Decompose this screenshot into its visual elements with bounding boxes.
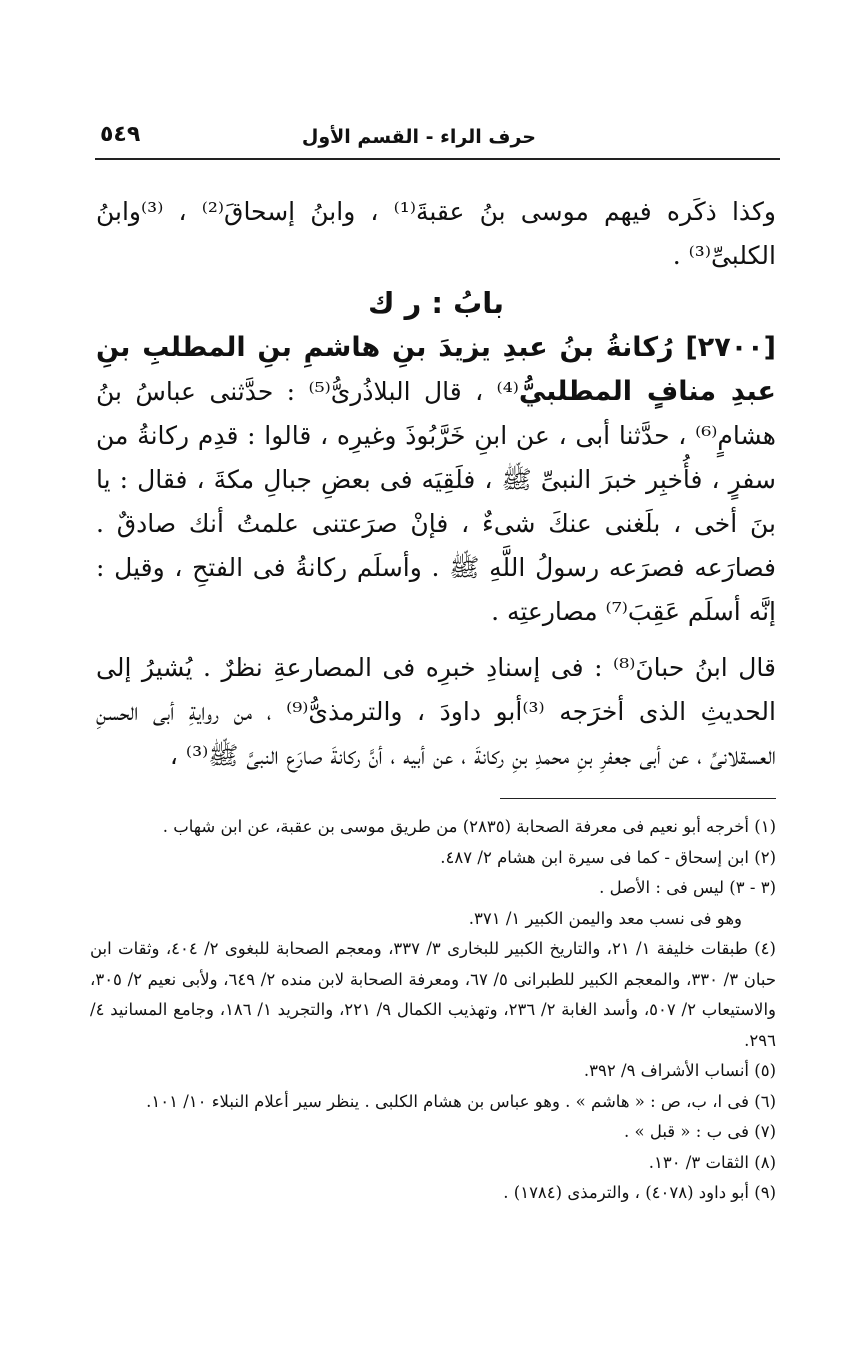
footnote-6: (٦) فى ا، ب، ص : « هاشم » . وهو عباس بن هشام الكلبى . ينظر سير أعلام النبلاء ١٠/ ١٠١. xyxy=(146,1091,776,1111)
running-header xyxy=(92,118,776,160)
footnote-1: (١) أخرجه أبو نعيم فى معرفة الصحابة (٢٨٣٥) من طريق موسى بن عقبة، عن ابن شهاب . xyxy=(162,817,776,836)
footnote-7: (٧) فى ب : « قبل » . xyxy=(624,1122,776,1141)
footnote-rule xyxy=(500,798,776,799)
footnotes xyxy=(90,812,776,1209)
intro-paragraph: وكذا ذكَره فيهم موسى بنُ عقبةَ⁽¹⁾ ، وابنُ إسحاقَ⁽²⁾ ، ⁽³⁾وابنُ الكلبىِّ⁽³⁾ . xyxy=(96,197,776,270)
page-number: ٥٤٩ xyxy=(100,122,141,147)
chapter-heading: بابُ : ر ك xyxy=(367,286,505,320)
footnote-5: (٥) أنساب الأشراف ٩/ ٣٩٢. xyxy=(583,1061,776,1080)
footnote-3: (٣ - ٣) ليس فى : الأصل . xyxy=(599,878,776,897)
footnote-4: (٤) طبقات خليفة ١/ ٢١، والتاريخ الكبير للبخارى ٣/ ٣٣٧، ومعجم الصحابة للبغوى ٢/ ٤٠٤، وثقات ابن حبان ٣/ ٣٣٠، والمعجم الكبير للطبرانى ٥/ ٦٧، ومعرفة الصحابة لابن منده ٢/ ٦٤٩، ولأبى نعيم ٢/ ٣٠٥، والاستيعاب ٢/ ٥٠٧، وأسد الغابة ٢/ ٢٣٦، وتهذيب الكمال ٩/ ٢٢١، والتجريد ١/ ١٨٦، وجامع المسانيد ٤/ ٢٩٦. xyxy=(90,939,777,1050)
entry-paragraph xyxy=(96,326,776,634)
entry-text: ⁽⁴⁾ ، قال البلاذُرىُّ⁽⁵⁾ : حدَّثنى عباسُ بنُ هشامٍ⁽⁶⁾ ، حدَّثنا أبى ، عن ابنِ خَرَّبُوذَ وغيرِه ، قالوا : قدِم ركانةُ من سفرٍ ، فأُخبِر خبرَ النبىِّ ﷺ ، فلَقِيَه فى بعضِ جبالِ مكةَ ، فقال : يا بنَ أخى ، بلَغنى عنكَ شىءٌ ، فإنْ صرَعتنى علمتُ أنك صادقٌ . فصارَعه فصرَعه رسولُ اللَّهِ ﷺ . وأسلَم ركانةُ فى الفتحِ ، وقيل : إنَّه أسلَم عَقِبَ⁽⁷⁾ مصارعتِه . xyxy=(96,377,776,626)
main-text xyxy=(96,190,776,778)
second-paragraph: قال ابنُ حبانَ⁽⁸⁾ : فى إسنادِ خبرِه فى المصارعةِ نظرٌ . يُشيرُ إلى الحديثِ الذى أخرَجه ⁽³⁾أبو داودَ ، والترمذىُّ⁽⁹⁾ ، من روايةِ أبى الحسنِ العسقلانىِّ ، عن أبى جعفرِ بنِ محمدِ بنِ ركانةَ ، عن أبيه ، أنَّ ركانةَ صارَع النبىَّ ﷺ⁽³⁾ ، xyxy=(96,653,776,770)
footnote-9: (٩) أبو داود (٤٠٧٨) ، والترمذى (١٧٨٤) . xyxy=(503,1183,776,1202)
footnote-8: (٨) الثقات ٣/ ١٣٠. xyxy=(648,1152,776,1172)
header-rule xyxy=(95,158,780,160)
paragraph-gap xyxy=(96,634,776,646)
running-title: حرف الراء - القسم الأول xyxy=(301,126,536,148)
footnote-2: (٢) ابن إسحاق - كما فى سيرة ابن هشام ٢/ ٤٨٧. xyxy=(440,847,776,867)
entry-heading: [٢٧٠٠] رُكانةُ بنُ عبدِ يزيدَ بنِ هاشمِ بنِ المطلبِ بنِ عبدِ منافٍ المطلبيُّ xyxy=(96,332,776,407)
footnote-3-continuation: وهو فى نسب معد واليمن الكبير ١/ ٣٧١. xyxy=(468,908,742,928)
